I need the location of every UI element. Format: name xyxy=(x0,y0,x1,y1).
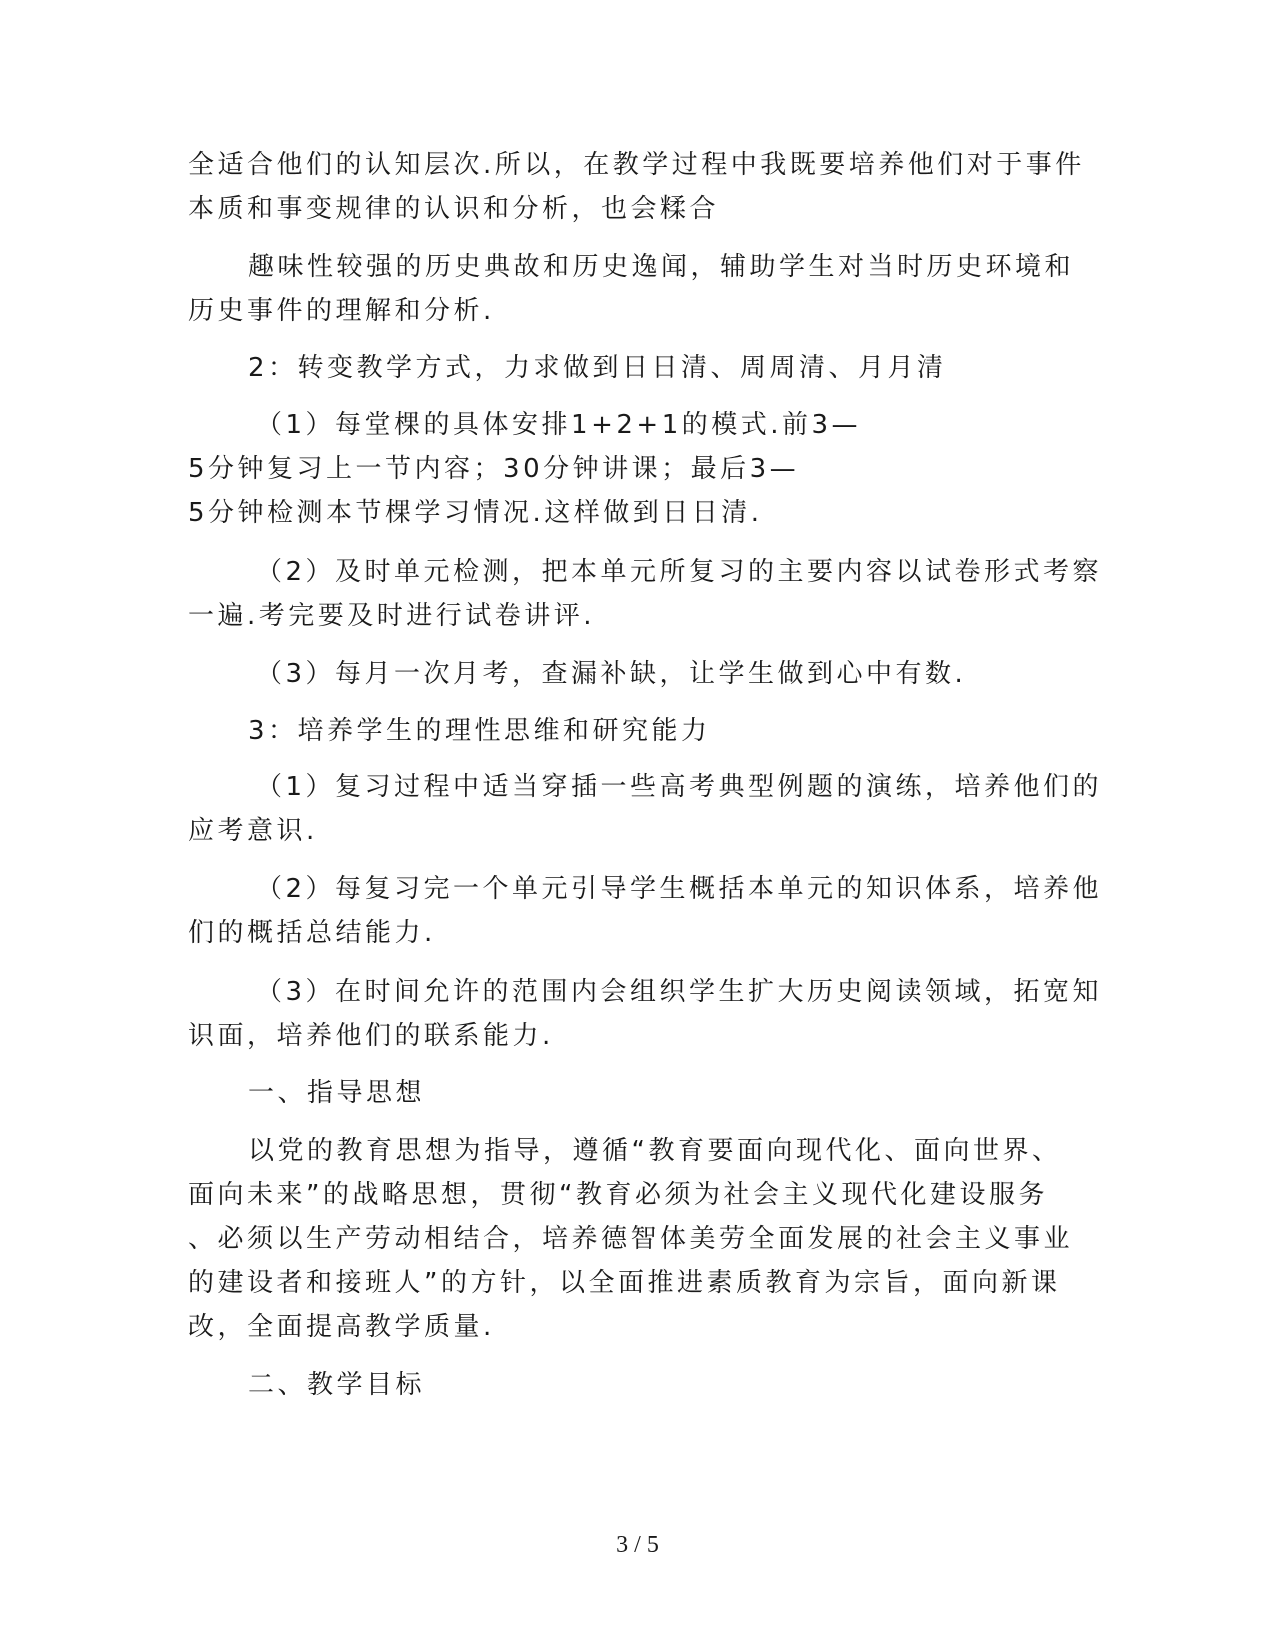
paragraph-line: （2）及时单元检测，把本单元所复习的主要内容以试卷形式考察 xyxy=(256,557,1103,587)
paragraph-line: （2）每复习完一个单元引导学生概括本单元的知识体系，培养他 xyxy=(256,874,1103,904)
paragraph-line: 全适合他们的认知层次.所以，在教学过程中我既要培养他们对于事件 xyxy=(188,150,1085,180)
paragraph-line: 历史事件的理解和分析. xyxy=(188,296,495,326)
page-number: 3 / 5 xyxy=(616,1532,659,1558)
paragraph-line: 5分钟复习上一节内容；30分钟讲课；最后3— xyxy=(188,454,800,484)
paragraph-line: 5分钟检测本节棵学习情况.这样做到日日清. xyxy=(188,498,763,528)
paragraph-line: 改，全面提高教学质量. xyxy=(188,1312,495,1342)
paragraph-line: 的建设者和接班人”的方针，以全面推进素质教育为宗旨，面向新课 xyxy=(188,1268,1061,1298)
paragraph-line: （3）每月一次月考，查漏补缺，让学生做到心中有数. xyxy=(256,659,967,689)
paragraph-line: 以党的教育思想为指导，遵循“教育要面向现代化、面向世界、 xyxy=(248,1136,1062,1166)
paragraph-line: 一遍.考完要及时进行试卷讲评. xyxy=(188,601,596,631)
paragraph-line: （3）在时间允许的范围内会组织学生扩大历史阅读领域，拓宽知 xyxy=(256,977,1103,1007)
paragraph-line: 识面，培养他们的联系能力. xyxy=(188,1021,554,1051)
paragraph-line: 们的概括总结能力. xyxy=(188,918,436,948)
section-heading: 二、教学目标 xyxy=(248,1370,426,1400)
section-heading: 3：培养学生的理性思维和研究能力 xyxy=(248,716,711,746)
paragraph-line: 、必须以生产劳动相结合，培养德智体美劳全面发展的社会主义事业 xyxy=(188,1224,1074,1254)
paragraph-line: 面向未来”的战略思想，贯彻“教育必须为社会主义现代化建设服务 xyxy=(188,1180,1048,1210)
paragraph-line: （1）每堂棵的具体安排1+2+1的模式.前3— xyxy=(256,410,862,440)
section-heading: 2：转变教学方式，力求做到日日清、周周清、月月清 xyxy=(248,353,947,383)
section-heading: 一、指导思想 xyxy=(248,1078,426,1108)
paragraph-line: 趣味性较强的历史典故和历史逸闻，辅助学生对当时历史环境和 xyxy=(248,252,1075,282)
paragraph-line: 应考意识. xyxy=(188,816,318,846)
paragraph-line: （1）复习过程中适当穿插一些高考典型例题的演练，培养他们的 xyxy=(256,772,1103,802)
paragraph-line: 本质和事变规律的认识和分析，也会糅合 xyxy=(188,194,720,224)
